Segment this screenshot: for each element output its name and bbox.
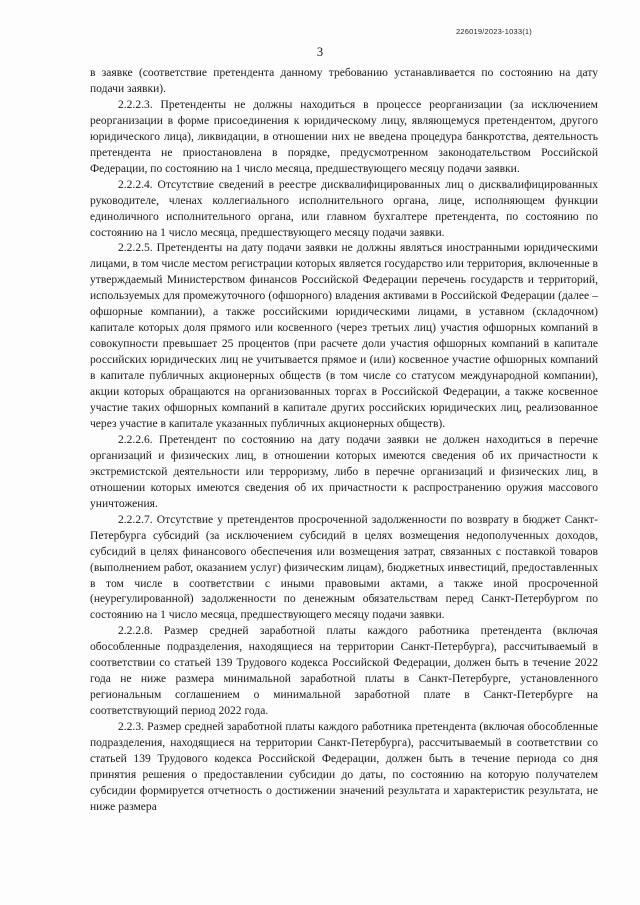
paragraph-2-2-3: 2.2.3. Размер средней заработной платы каждого работника претендента (включая обособленные подразделения, находящиеся на территории Санкт-Петербурга), рассчитываемый в соответствии со статьей 139 Трудового кодекса Российской Федерации, должен быть в течение периода со дня принятия решения о предоставлении субсидии до даты, по состоянию на которую получателем субсидии формируется отчетность о достижении значений результата и характеристик результата, не ниже размера <box>90 721 598 813</box>
registration-number: 226019/2023-1033(1) <box>456 27 532 36</box>
paragraph-2-2-2-8: 2.2.2.8. Размер средней заработной платы каждого работника претендента (включая обособленные подразделения, находящиеся на территории Санкт-Петербурга), рассчитываемый в соответствии со статьей 139 Трудового кодекса Российской Федерации, должен быть в течение 2022 года не ниже размера минимальной заработной платы в Санкт-Петербурге, установленного региональным соглашением о минимальной заработной плате в Санкт-Петербурге на соответствующий период 2022 года. <box>90 625 598 718</box>
paragraph-2-2-2-6: 2.2.2.6. Претендент по состоянию на дату подачи заявки не должен находиться в перечне организаций и физических лиц, в отношении которых имеются сведения об их причастности к экстремистской деятельности или терроризму, либо в перечне организаций и физических лиц, в отношении которых имеются сведения об их причастности к распространению оружия массового уничтожения. <box>90 433 598 510</box>
body-text <box>90 66 598 816</box>
paragraph-continuation: в заявке (соответствие претендента данному требованию устанавливается по состоянию на дату подачи заявки). <box>90 67 598 95</box>
paragraph-2-2-2-4: 2.2.2.4. Отсутствие сведений в реестре дисквалифицированных лиц о дисквалифицированных руководителе, членах коллегиального исполнительного органа, лице, исполняющем функции единоличного исполнительного органа, или главном бухгалтере претендента, по состоянию по состоянию на 1 число месяца, предшествующего месяцу подачи заявки. <box>90 178 598 239</box>
paragraph-2-2-2-7: 2.2.2.7. Отсутствие у претендентов просроченной задолженности по возврату в бюджет Санкт-Петербурга субсидий (за исключением субсидий в целях возмещения недополученных доходов, субсидий в целях финансового обеспечения или возмещения затрат, связанных с поставкой товаров (выполнением работ, оказанием услуг) физическим лицам), бюджетных инвестиций, предоставленных в том числе в соответствии с иными правовыми актами, а также иной просроченной (неурегулированной) задолженности по денежным обязательствам перед Санкт-Петербургом по состоянию на 1 число месяца, предшествующего месяцу подачи заявки. <box>90 513 598 622</box>
paragraph-2-2-2-5: 2.2.2.5. Претенденты на дату подачи заявки не должны являться иностранными юридическими лицами, в том числе местом регистрации которых является государство или территория, включенные в утверждаемый Министерством финансов Российской Федерации перечень государств и территорий, используемых для промежуточного (офшорного) владения активами в Российской Федерации (далее – офшорные компании), а также российскими юридическими лицами, в уставном (складочном) капитале которых доля прямого или косвенного (через третьих лиц) участия офшорных компаний в совокупности превышает 25 процентов (при расчете доли участия офшорных компаний в капитале российских юридических лиц не учитывается прямое и (или) косвенное участие офшорных компаний в капитале публичных акционерных обществ (в том числе со статусом международной компании), акции которых обращаются на организованных торгах в Российской Федерации, а также косвенное участие таких офшорных компаний в капитале других российских юридических лиц, реализованное через участие в капитале указанных публичных акционерных обществ). <box>90 242 598 430</box>
paragraph-2-2-2-3: 2.2.2.3. Претенденты не должны находиться в процессе реорганизации (за исключением реорганизации в форме присоединения к юридическому лицу, являющемуся претендентом, другого юридического лица), ликвидации, в отношении них не введена процедура банкротства, деятельность претендента не приостановлена в порядке, предусмотренном законодательством Российской Федерации, по состоянию на 1 число месяца, предшествующего месяцу подачи заявки. <box>90 98 598 175</box>
page-number: 3 <box>316 45 324 59</box>
